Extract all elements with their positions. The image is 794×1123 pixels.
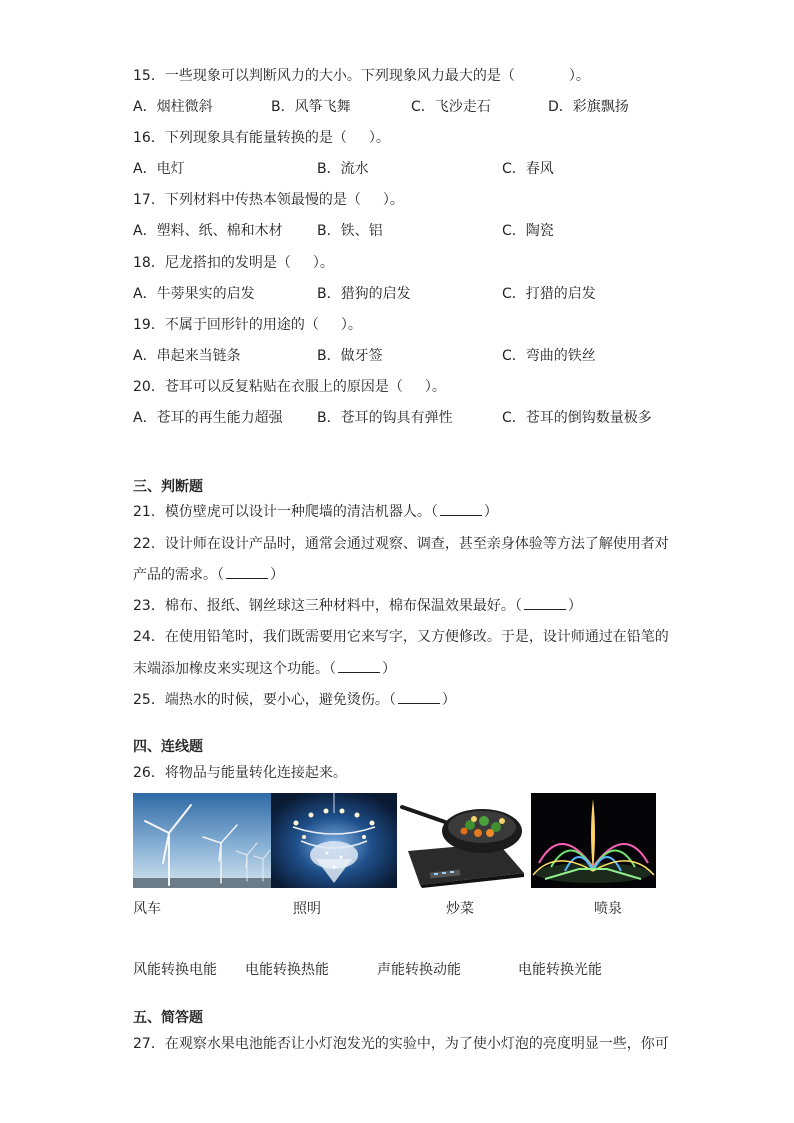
question-16-options	[133, 160, 693, 178]
question-15: 15．一些现象可以判断风力的大小。下列现象风力最大的是（ ）。	[133, 68, 590, 84]
q19-option-b[interactable]: B．做牙签	[317, 348, 383, 364]
q18-option-b[interactable]: B．猎狗的启发	[317, 286, 411, 302]
question-19: 19．不属于回形针的用途的（ ）。	[133, 317, 362, 333]
question-17-options	[133, 222, 693, 240]
question-17: 17．下列材料中传热本领最慢的是（ ）。	[133, 192, 404, 208]
q15-option-a[interactable]: A．烟柱微斜	[133, 99, 213, 115]
q18-option-a[interactable]: A．牛蒡果实的启发	[133, 286, 255, 302]
conversion-electric-to-light[interactable]: 电能转换光能	[518, 962, 602, 978]
q18-option-c[interactable]: C．打猎的启发	[502, 286, 596, 302]
q19-option-c[interactable]: C．弯曲的铁丝	[502, 348, 596, 364]
q15-option-d[interactable]: D．彩旗飘扬	[548, 99, 629, 115]
question-18: 18．尼龙搭扣的发明是（ ）。	[133, 255, 334, 271]
question-20: 20．苍耳可以反复粘贴在衣服上的原因是（ ）。	[133, 379, 446, 395]
q20-option-b[interactable]: B．苍耳的钩具有弹性	[317, 410, 453, 426]
answer-blank[interactable]	[338, 660, 380, 673]
question-18-options	[133, 285, 693, 303]
question-23: 23．棉布、报纸、钢丝球这三种材料中，棉布保温效果最好。（ ）	[133, 598, 582, 614]
question-24-line2: 末端添加橡皮来实现这个功能。（ ）	[133, 661, 396, 677]
q16-option-b[interactable]: B．流水	[317, 161, 369, 177]
item-label-fountain[interactable]: 喷泉	[594, 901, 622, 917]
q17-option-b[interactable]: B．铁、铝	[317, 223, 383, 239]
q20-option-c[interactable]: C．苍耳的倒钩数量极多	[502, 410, 652, 426]
question-22-line1: 22．设计师在设计产品时，通常会通过观察、调查，甚至亲身体验等方法了解使用者对	[133, 536, 669, 552]
question-16: 16．下列现象具有能量转换的是（ ）。	[133, 130, 390, 146]
question-25: 25．端热水的时候，要小心，避免烫伤。（ ）	[133, 692, 456, 708]
question-19-options	[133, 347, 693, 365]
conversion-sound-to-kinetic[interactable]: 声能转换动能	[377, 962, 461, 978]
q19-option-a[interactable]: A．串起来当链条	[133, 348, 241, 364]
answer-blank[interactable]	[440, 503, 482, 516]
conversion-wind-to-electric[interactable]: 风能转换电能	[133, 962, 217, 978]
question-21: 21．模仿壁虎可以设计一种爬墙的清洁机器人。（ ）	[133, 504, 498, 520]
question-26-stem: 26．将物品与能量转化连接起来。	[133, 765, 347, 781]
item-label-windmill[interactable]: 风车	[133, 901, 161, 917]
question-22-line2: 产品的需求。（ ）	[133, 567, 284, 583]
q15-option-c[interactable]: C．飞沙走石	[411, 99, 491, 115]
answer-blank[interactable]	[398, 691, 440, 704]
q16-option-a[interactable]: A．电灯	[133, 161, 185, 177]
q17-option-a[interactable]: A．塑料、纸、棉和木材	[133, 223, 283, 239]
answer-blank[interactable]	[524, 597, 566, 610]
question-15-options	[133, 98, 693, 116]
question-20-options	[133, 409, 693, 427]
question-24-line1: 24．在使用铅笔时，我们既需要用它来写字，又方便修改。于是，设计师通过在铅笔的	[133, 629, 669, 645]
q15-option-b[interactable]: B．风筝飞舞	[271, 99, 351, 115]
item-label-lighting[interactable]: 照明	[293, 901, 321, 917]
fountain-image	[531, 793, 656, 888]
q20-option-a[interactable]: A．苍耳的再生能力超强	[133, 410, 283, 426]
conversion-electric-to-heat[interactable]: 电能转换热能	[245, 962, 329, 978]
chandelier-image	[271, 793, 397, 888]
item-label-stir-fry[interactable]: 炒菜	[446, 901, 474, 917]
section-5-title: 五、简答题	[133, 1010, 203, 1026]
stir-fry-wok-image	[400, 793, 528, 888]
wind-turbine-image	[133, 793, 271, 888]
q17-option-c[interactable]: C．陶瓷	[502, 223, 554, 239]
answer-blank[interactable]	[226, 566, 268, 579]
section-4-title: 四、连线题	[133, 739, 203, 755]
section-3-title: 三、判断题	[133, 479, 203, 495]
q16-option-c[interactable]: C．春风	[502, 161, 554, 177]
question-27: 27．在观察水果电池能否让小灯泡发光的实验中，为了使小灯泡的亮度明显一些，你可	[133, 1036, 669, 1052]
